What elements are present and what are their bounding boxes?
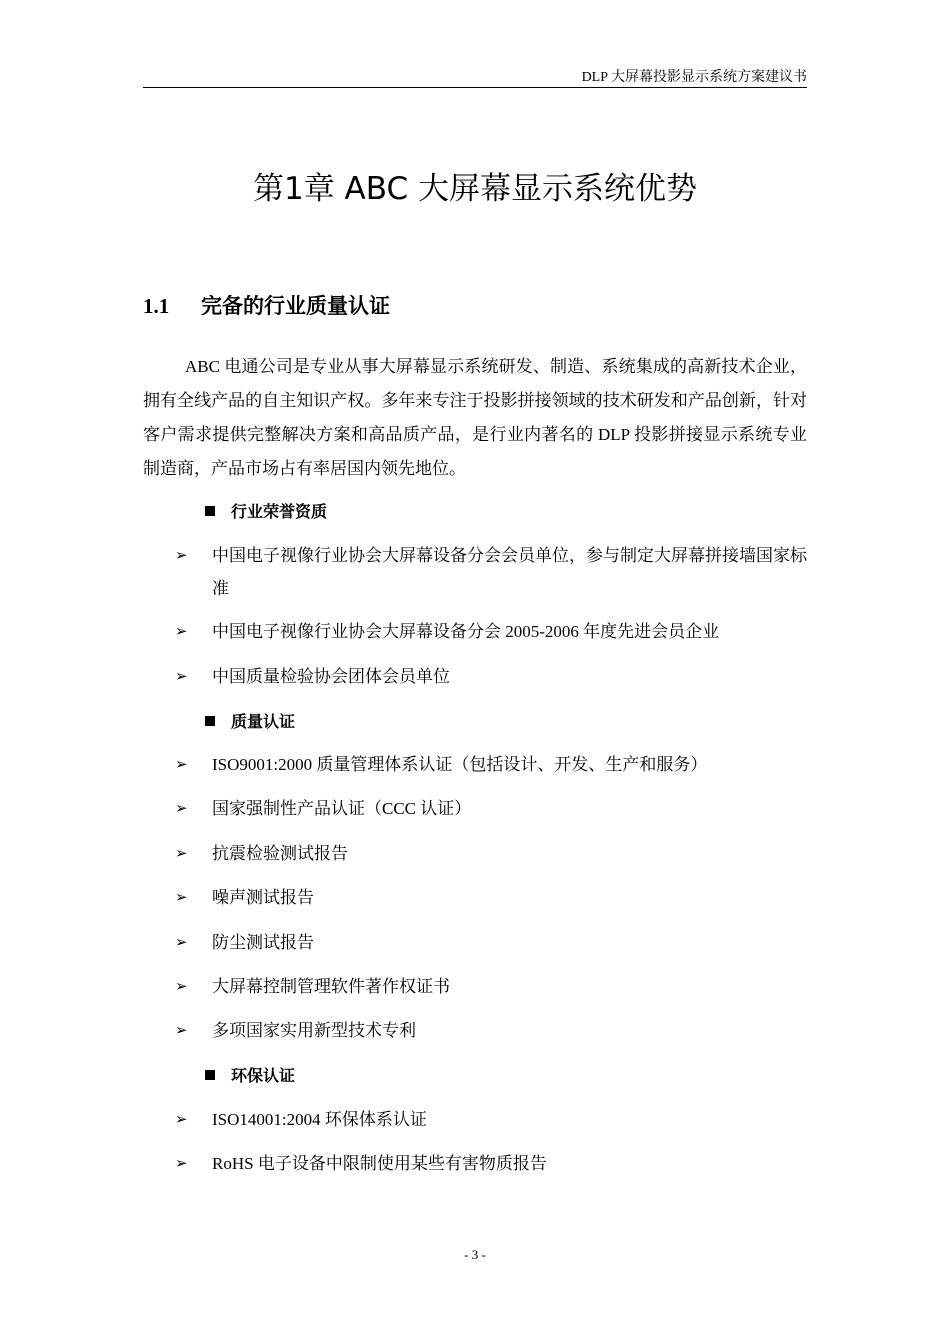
arrow-bullet-icon: ➢ (175, 799, 188, 817)
arrow-bullet-icon: ➢ (175, 933, 188, 951)
section-title (143, 290, 390, 320)
group-heading-honors (205, 499, 327, 522)
list-item-text: 多项国家实用新型技术专利 (212, 1021, 416, 1040)
list-item-text: 噪声测试报告 (212, 888, 314, 907)
group-heading-quality (205, 709, 295, 732)
arrow-bullet-icon: ➢ (175, 888, 188, 906)
list-item (175, 660, 807, 693)
arrow-bullet-icon: ➢ (175, 1154, 188, 1172)
list-item (175, 748, 807, 781)
list-item-text: 防尘测试报告 (212, 933, 314, 952)
section-number: 1.1 (143, 294, 170, 318)
list-item-text: 中国电子视像行业协会大屏幕设备分会会员单位，参与制定大屏幕拼接墙国家标准 (212, 546, 807, 598)
group-heading-text: 质量认证 (231, 712, 296, 731)
square-bullet-icon (205, 506, 215, 516)
list-item-text: 抗震检验测试报告 (212, 844, 348, 863)
list-item-text: ISO9001:2000 质量管理体系认证（包括设计、开发、生产和服务） (212, 755, 708, 774)
list-item-text: 国家强制性产品认证（CCC 认证） (212, 799, 472, 818)
arrow-bullet-icon: ➢ (175, 755, 188, 773)
arrow-bullet-icon: ➢ (175, 1021, 188, 1039)
arrow-bullet-icon: ➢ (175, 667, 188, 685)
list-item (175, 837, 807, 870)
list-item-text: 大屏幕控制管理软件著作权证书 (212, 977, 450, 996)
page-header (143, 62, 807, 88)
chapter-title: 第1章 ABC 大屏幕显示系统优势 (252, 171, 697, 207)
list-item (175, 1103, 807, 1136)
running-title: DLP 大屏幕投影显示系统方案建议书 (581, 70, 807, 85)
arrow-bullet-icon: ➢ (175, 622, 188, 640)
group-heading-text: 环保认证 (231, 1066, 296, 1085)
arrow-bullet-icon: ➢ (175, 1110, 188, 1128)
arrow-bullet-icon: ➢ (175, 546, 188, 564)
list-item-text: ISO14001:2004 环保体系认证 (212, 1110, 427, 1129)
square-bullet-icon (205, 716, 215, 726)
list-item-text: RoHS 电子设备中限制使用某些有害物质报告 (212, 1154, 547, 1173)
list-item (175, 792, 807, 825)
list-item-text: 中国质量检验协会团体会员单位 (212, 667, 450, 686)
group-heading-environment (205, 1063, 295, 1086)
list-item (175, 970, 807, 1003)
list-item (175, 926, 807, 959)
list-item-text: 中国电子视像行业协会大屏幕设备分会 2005-2006 年度先进会员企业 (212, 622, 720, 641)
list-item (175, 615, 807, 648)
section-title-text: 完备的行业质量认证 (201, 294, 390, 318)
group-heading-text: 行业荣誉资质 (231, 502, 328, 521)
list-item (175, 539, 807, 605)
intro-paragraph: ABC 电通公司是专业从事大屏幕显示系统研发、制造、系统集成的高新技术企业，拥有全线产品的自主知识产权。多年来专注于投影拼接领域的技术研发和产品创新，针对客户需求提供完整解决方案和高品质产品，是行业内著名的 DLP 投影拼接显示系统专业制造商，产品市场占有率居国内领先地位。 (143, 357, 807, 478)
arrow-bullet-icon: ➢ (175, 977, 188, 995)
square-bullet-icon (205, 1070, 215, 1080)
page-number: - 3 - (464, 1247, 486, 1262)
arrow-bullet-icon: ➢ (175, 844, 188, 862)
list-item (175, 881, 807, 914)
list-item (175, 1147, 807, 1180)
list-item (175, 1014, 807, 1047)
